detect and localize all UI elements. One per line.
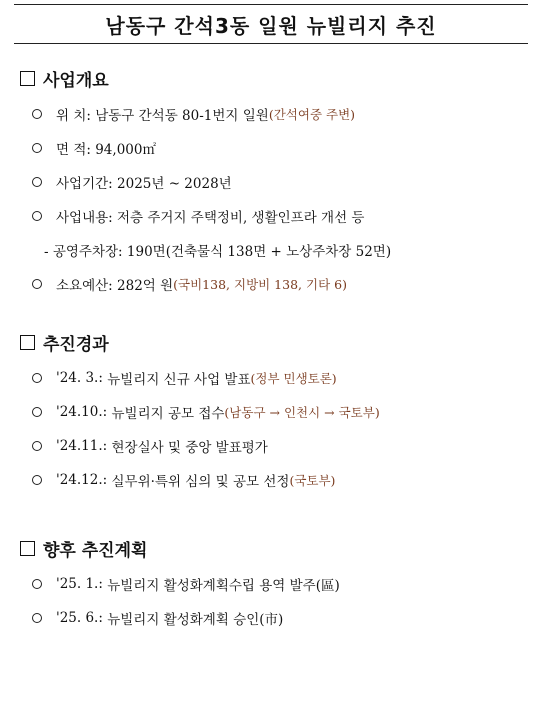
- section-heading: 추진경과: [43, 335, 109, 355]
- list-item: [32, 608, 283, 628]
- item-note: (남동구 → 인천시 → 국토부): [224, 405, 380, 420]
- circle-bullet-icon: [32, 579, 42, 589]
- list-item: [32, 470, 335, 490]
- item-note: (정부 민생토론): [250, 371, 337, 386]
- page-title: 남동구 간석3동 일원 뉴빌리지 추진: [14, 4, 528, 44]
- item-value: 2025년 ~ 2028년: [117, 176, 232, 192]
- circle-bullet-icon: [32, 441, 42, 451]
- item-label: 소요예산:: [56, 278, 113, 294]
- item-text: 뉴빌리지 공모 접수: [111, 406, 225, 422]
- list-item-budget: [32, 274, 347, 294]
- list-item-content: [32, 206, 364, 226]
- circle-bullet-icon: [32, 373, 42, 383]
- parking-subitem: - 공영주차장: 190면(건축물식 138면 + 노상주차장 52면): [44, 244, 392, 260]
- item-note: (간석여중 주변): [268, 107, 356, 122]
- item-date: '25. 1.:: [56, 576, 103, 592]
- section-heading: 향후 추진계획: [43, 541, 148, 561]
- checkbox-square-icon: [20, 541, 35, 556]
- item-date: '24.12.:: [56, 472, 108, 488]
- checkbox-square-icon: [20, 71, 35, 86]
- item-note: (區): [315, 578, 340, 594]
- item-label: 면 적:: [56, 142, 91, 158]
- item-text: 현장실사 및 중앙 발표평가: [111, 440, 268, 456]
- item-note: (국토부): [289, 473, 336, 488]
- item-date: '24. 3.:: [56, 370, 103, 386]
- checkbox-square-icon: [20, 335, 35, 350]
- item-value: 282억 원: [117, 278, 174, 294]
- item-value: 남동구 간석동 80-1번지 일원: [95, 108, 269, 124]
- circle-bullet-icon: [32, 475, 42, 485]
- list-item: [32, 402, 380, 422]
- item-label: 사업내용:: [56, 210, 113, 226]
- list-item: [32, 574, 340, 594]
- section-overview: [20, 66, 109, 91]
- item-date: '24.10.:: [56, 404, 108, 420]
- item-date: '24.11.:: [56, 438, 108, 454]
- circle-bullet-icon: [32, 407, 42, 417]
- list-item: [32, 368, 337, 388]
- item-text: 뉴빌리지 활성화계획 승인: [107, 612, 260, 628]
- item-value: 저층 주거지 주택정비, 생활인프라 개선 등: [117, 210, 365, 226]
- item-text: 뉴빌리지 활성화계획수립 용역 발주: [107, 578, 316, 594]
- item-label: 위 치:: [56, 108, 91, 124]
- circle-bullet-icon: [32, 279, 42, 289]
- section-progress: [20, 330, 109, 355]
- list-item-period: [32, 172, 232, 192]
- item-text: 실무위·특위 심의 및 공모 선정: [111, 474, 290, 490]
- section-plan: [20, 536, 147, 561]
- item-date: '25. 6.:: [56, 610, 103, 626]
- list-item-area: [32, 138, 156, 158]
- circle-bullet-icon: [32, 143, 42, 153]
- circle-bullet-icon: [32, 109, 42, 119]
- circle-bullet-icon: [32, 211, 42, 221]
- item-value: 94,000㎡: [95, 142, 156, 158]
- circle-bullet-icon: [32, 613, 42, 623]
- item-note: (市): [259, 612, 284, 628]
- circle-bullet-icon: [32, 177, 42, 187]
- item-note: (국비138, 지방비 138, 기타 6): [173, 277, 347, 292]
- list-item: [32, 436, 268, 456]
- item-text: 뉴빌리지 신규 사업 발표: [107, 372, 251, 388]
- item-label: 사업기간:: [56, 176, 113, 192]
- section-heading: 사업개요: [43, 71, 109, 91]
- list-item-location: [32, 104, 355, 124]
